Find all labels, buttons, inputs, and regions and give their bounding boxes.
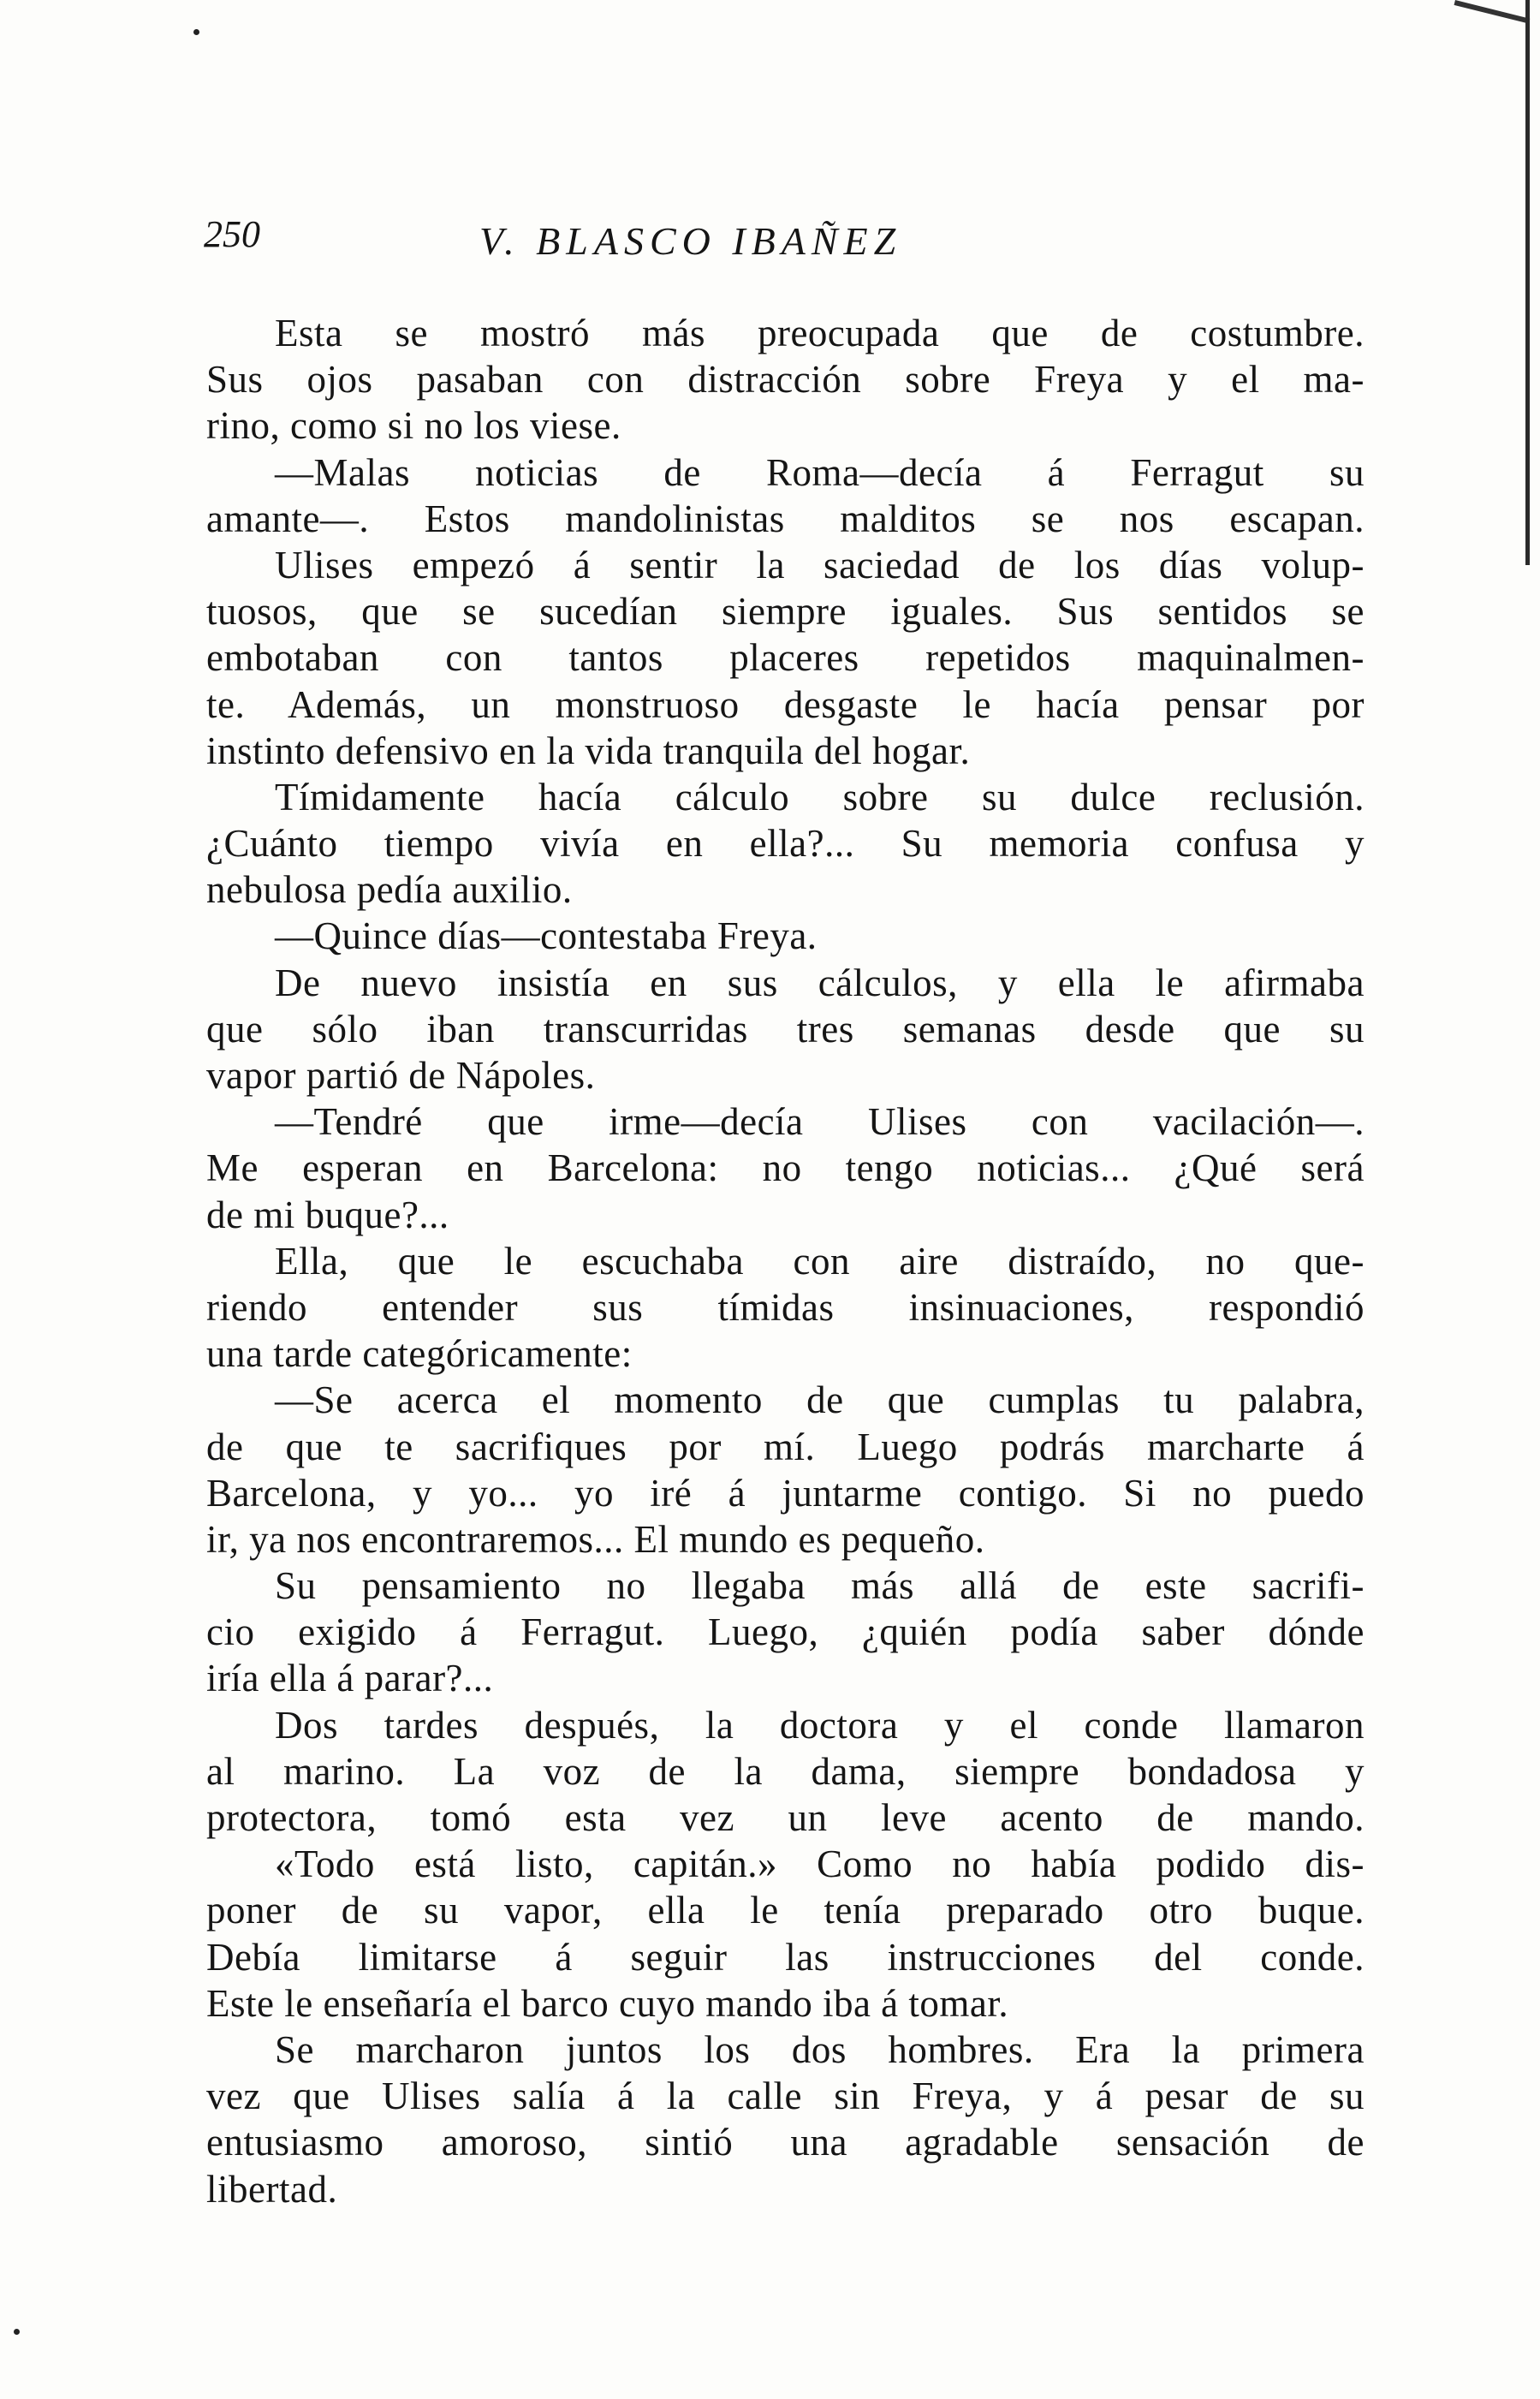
text-line: de mi buque?... bbox=[206, 1193, 449, 1236]
paragraph bbox=[206, 542, 1365, 774]
paragraph bbox=[206, 960, 1365, 1099]
text-line: —Quince días—contestaba Freya. bbox=[275, 914, 818, 958]
paragraph bbox=[206, 1377, 1365, 1563]
text-line: vapor partió de Nápoles. bbox=[206, 1054, 596, 1097]
paragraph bbox=[206, 1702, 1365, 1842]
text-line: Debía limitarse á seguir las instrucciones del conde. bbox=[206, 1935, 1365, 1979]
speck-mark bbox=[14, 2329, 20, 2335]
text-line: nebulosa pedía auxilio. bbox=[206, 868, 573, 912]
paragraph bbox=[206, 449, 1365, 542]
text-line: riendo entender sus tímidas insinuaciones, respondió bbox=[206, 1285, 1365, 1329]
text-line: iría ella á parar?... bbox=[206, 1657, 494, 1700]
text-line: Se marcharon juntos los dos hombres. Era la primera bbox=[275, 2027, 1365, 2071]
page-edge-mark bbox=[1525, 0, 1530, 565]
text-line: «Todo está listo, capitán.» Como no había podido dis- bbox=[275, 1842, 1365, 1886]
text-line: vez que Ulises salía á la calle sin Freya, y á pesar de su bbox=[206, 2075, 1365, 2118]
text-line: rino, como si no los viese. bbox=[206, 404, 621, 448]
page-number: 250 bbox=[204, 213, 260, 255]
text-line: Barcelona, y yo... yo iré á juntarme contigo. Si no puedo bbox=[206, 1471, 1365, 1515]
text-line: protectora, tomó esta vez un leve acento de mando. bbox=[206, 1796, 1365, 1839]
text-line: —Tendré que irme—decía Ulises con vacilación—. bbox=[275, 1100, 1365, 1144]
text-line: ir, ya nos encontraremos... El mundo es pequeño. bbox=[206, 1517, 985, 1561]
text-line: Ella, que le escuchaba con aire distraído, no que- bbox=[275, 1239, 1365, 1283]
paragraph bbox=[206, 1563, 1365, 1702]
running-title: V. BLASCO IBAÑEZ bbox=[479, 219, 902, 263]
text-line: una tarde categóricamente: bbox=[206, 1332, 633, 1376]
paragraph bbox=[206, 2027, 1365, 2212]
text-line: de que te sacrifiques por mí. Luego podrás marcharte á bbox=[206, 1425, 1365, 1468]
speck-mark bbox=[193, 29, 199, 35]
paragraph bbox=[206, 1098, 1365, 1238]
text-line: entusiasmo amoroso, sintió una agradable sensación de bbox=[206, 2121, 1365, 2164]
text-line: De nuevo insistía en sus cálculos, y ella le afirmaba bbox=[275, 961, 1365, 1004]
paragraph bbox=[206, 774, 1365, 914]
text-line: embotaban con tantos placeres repetidos maquinalmen- bbox=[206, 636, 1365, 680]
text-line: que sólo iban transcurridas tres semanas desde que su bbox=[206, 1007, 1365, 1051]
text-line: te. Además, un monstruoso desgaste le hacía pensar por bbox=[206, 682, 1365, 726]
paragraph bbox=[206, 310, 1365, 449]
text-line: Tímidamente hacía cálculo sobre su dulce reclusión. bbox=[275, 775, 1365, 819]
text-line: cio exigido á Ferragut. Luego, ¿quién podía saber dónde bbox=[206, 1610, 1365, 1654]
text-line: Sus ojos pasaban con distracción sobre Freya y el ma- bbox=[206, 358, 1365, 402]
paragraph bbox=[206, 1841, 1365, 2027]
body-text bbox=[206, 310, 1365, 2212]
text-line: libertad. bbox=[206, 2167, 338, 2211]
text-line: ¿Cuánto tiempo vivía en ella?... Su memoria confusa y bbox=[206, 822, 1365, 866]
text-line: Este le enseñaría el barco cuyo mando iba á tomar. bbox=[206, 1981, 1009, 2025]
text-line: Me esperan en Barcelona: no tengo noticias... ¿Qué será bbox=[206, 1146, 1365, 1190]
text-line: Dos tardes después, la doctora y el conde llamaron bbox=[275, 1703, 1365, 1747]
text-line: al marino. La voz de la dama, siempre bondadosa y bbox=[206, 1749, 1365, 1793]
text-line: poner de su vapor, ella le tenía preparado otro buque. bbox=[206, 1889, 1365, 1932]
paragraph bbox=[206, 1238, 1365, 1378]
text-line: —Malas noticias de Roma—decía á Ferragut su bbox=[275, 450, 1365, 494]
paragraph bbox=[206, 913, 1365, 959]
text-line: —Se acerca el momento de que cumplas tu palabra, bbox=[275, 1378, 1365, 1422]
page-edge-mark bbox=[1454, 0, 1531, 24]
text-line: instinto defensivo en la vida tranquila del hogar. bbox=[206, 729, 971, 772]
text-line: Esta se mostró más preocupada que de costumbre. bbox=[275, 312, 1365, 354]
text-line: Su pensamiento no llegaba más allá de este sacrifi- bbox=[275, 1564, 1365, 1608]
text-line: tuosos, que se sucedían siempre iguales. Sus sentidos se bbox=[206, 590, 1365, 634]
text-line: Ulises empezó á sentir la saciedad de los días volup- bbox=[275, 543, 1365, 586]
text-line: amante—. Estos mandolinistas malditos se nos escapan. bbox=[206, 497, 1365, 540]
